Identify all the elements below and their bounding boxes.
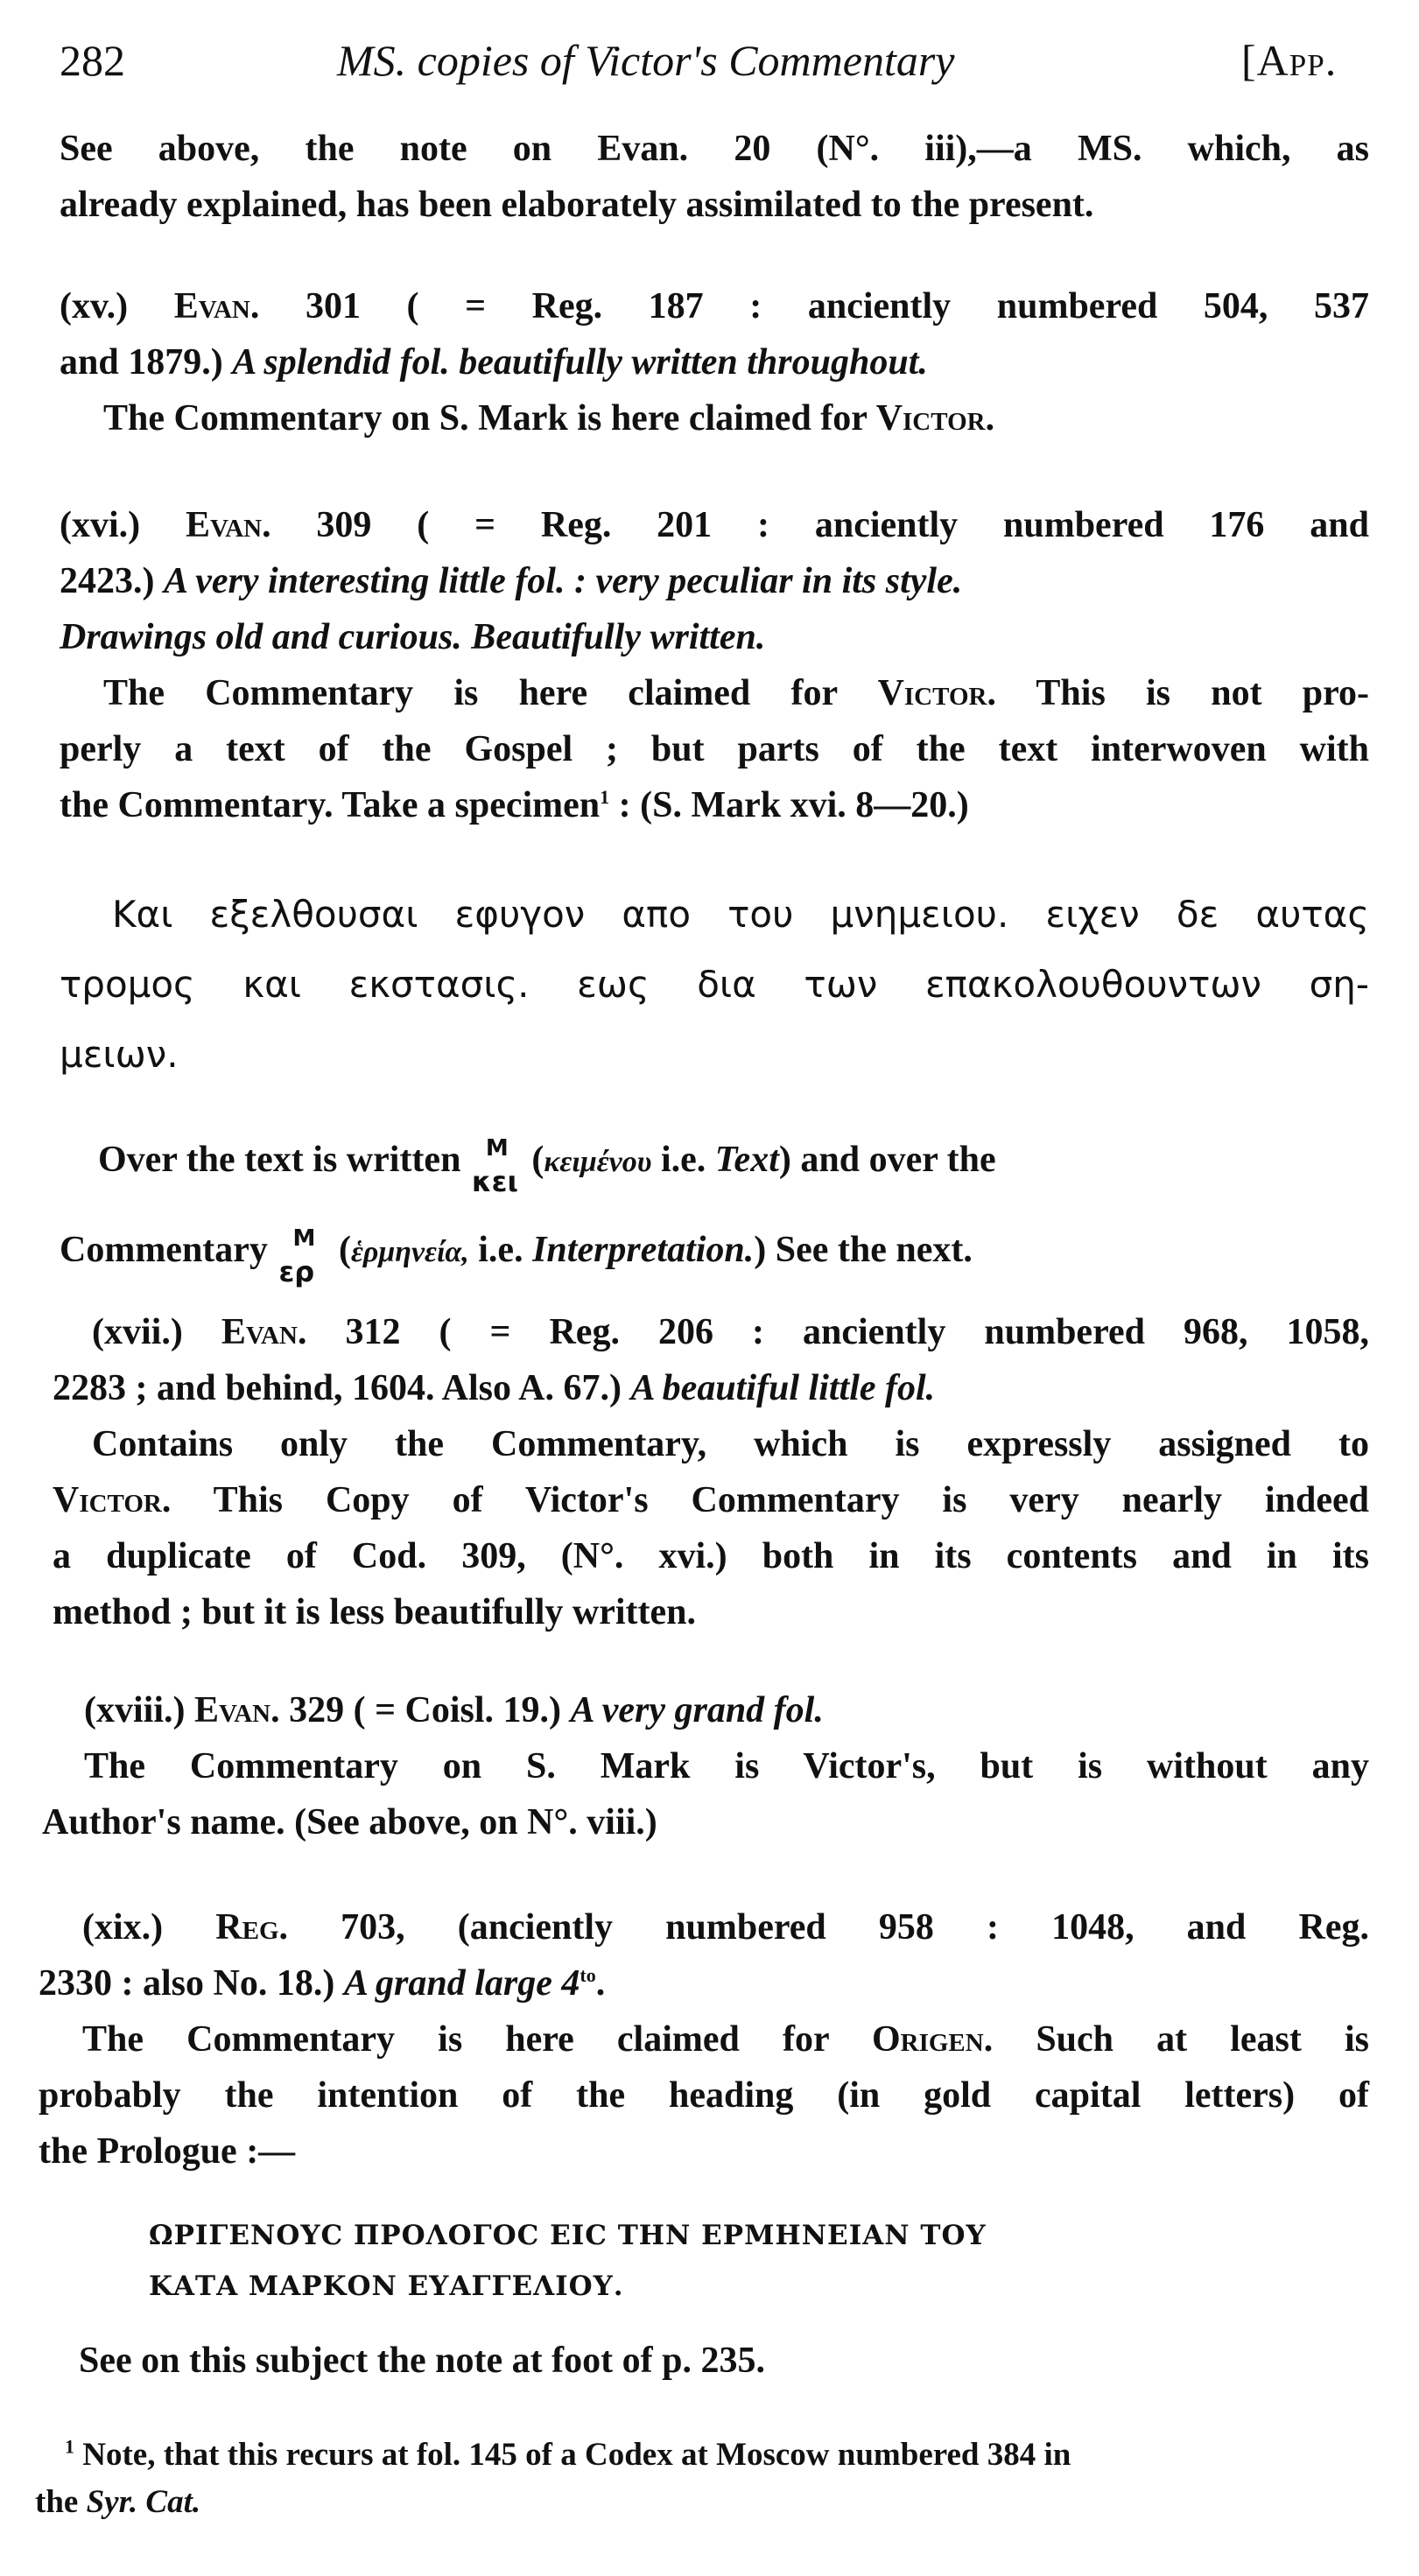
entry-heading: (xv.) Evan. 301 ( = Reg. 187 : anciently numbered 504, 537 [60, 286, 1369, 326]
greek-caps-line: ΚΑΤΑ ΜΑΡΚΟΝ ΕΥΑΓΓΕΛΙΟΥ. [149, 2271, 624, 2302]
prologue-heading [149, 2210, 1287, 2312]
intro-paragraph [60, 121, 1369, 233]
entry-xviii [42, 1682, 1369, 1850]
footnote [35, 2432, 1369, 2526]
footnote-marker: 1 [600, 786, 610, 808]
text-line: 2330 : also No. 18.) A grand large $4^{to}$. [39, 1963, 606, 2004]
marks-paragraph [60, 1116, 1369, 1296]
entry-heading: (xix.) Reg. 703, (anciently numbered 958 : 1048, and Reg. [82, 1907, 1369, 1948]
greek-caps-line: ΩΡΙΓΕΝΟΥϹ ΠΡΟΛΟΓΟϹ ΕΙϹ ΤΗΝ ΕΡΜΗΝΕΙΑΝ ΤΟΥ [149, 2220, 987, 2251]
text-line: 2423.) A very interesting little fol. : very peculiar in its style. [60, 561, 963, 601]
text-line: Drawings old and curious. Beautifully written. [60, 617, 766, 657]
commentary-abbreviation-mark: M ερ [278, 1225, 316, 1288]
text-line: probably the intention of the heading (in gold capital letters) of [39, 2075, 1369, 2116]
footnote-number: 1 [65, 2435, 74, 2458]
greek-line: τρομος και εκστασις. εως δια των επακολουθουντων ση- [60, 963, 1369, 1006]
text-line: the Commentary. Take a specimen$^1$ : (S. Mark xvi. 8—20.) [60, 785, 969, 825]
text-line: Victor. This Copy of Victor's Commentary is very nearly indeed [53, 1480, 1369, 1520]
text-line: The Commentary is here claimed for Origen. Such at least is [82, 2019, 1370, 2060]
entry-heading: (xvii.) Evan. 312 ( = Reg. 206 : anciently numbered 968, 1058, [92, 1312, 1369, 1352]
greek-line: μειων. [60, 1033, 179, 1076]
text-line: perly a text of the Gospel ; but parts of the text interwoven with [60, 729, 1369, 769]
text-line: and 1879.) A splendid fol. beautifully written throughout. [60, 342, 928, 383]
text-line: Author's name. (See above, on N°. viii.) [42, 1802, 657, 1843]
text-line: Contains only the Commentary, which is expressly assigned to [92, 1424, 1369, 1464]
text-line: The Commentary on S. Mark is here claimed for Victor. [103, 398, 995, 439]
text-line: The Commentary is here claimed for Victor. This is not pro- [103, 673, 1369, 713]
text-abbreviation-mark: M κει [471, 1135, 518, 1198]
entry-xvi [60, 497, 1369, 833]
text-line: already explained, has been elaborately assimilated to the present. [60, 185, 1094, 225]
running-title: MS. copies of Victor's Commentary [337, 36, 955, 85]
entry-xvii [53, 1304, 1369, 1640]
closing-line: See on this subject the note at foot of p. 235. [79, 2341, 765, 2381]
text-line: 2283 ; and behind, 1604. Also A. 67.) A beautiful little fol. [53, 1368, 936, 1408]
text-line: the Prologue :— [39, 2131, 296, 2172]
text-line: Commentary M ερ (ἑρμηνεία, i.e. Interpretation.) See the next. [60, 1225, 973, 1288]
entry-heading: (xvi.) Evan. 309 ( = Reg. 201 : anciently numbered 176 and [60, 505, 1369, 545]
text-line: Over the text is written M κει (κειμένου i.e. Text) and over the [98, 1135, 996, 1198]
text-line: a duplicate of Cod. 309, (N°. xvi.) both in its contents and in its [53, 1536, 1369, 1576]
entry-heading: (xviii.) Evan. 329 ( = Coisl. 19.) A very grand fol. [84, 1690, 824, 1730]
footnote-line: $^1$ Note, that this recurs at fol. 145 of a Codex at Moscow numbered 384 in [65, 2435, 1071, 2473]
greek-specimen [60, 880, 1369, 1090]
entry-xix [39, 1899, 1369, 2179]
text-line: The Commentary on S. Mark is Victor's, but is without any [84, 1746, 1369, 1786]
text-line: See above, the note on Evan. 20 (N°. iii),—a MS. which, as [60, 129, 1369, 169]
section-mark: [App. [1241, 36, 1338, 85]
page-number: 282 [60, 36, 125, 85]
greek-line: Και εξελθουσαι εφυγον απο του μνημειου. ειχεν δε αυτας [112, 893, 1369, 936]
footnote-line: the Syr. Cat. [35, 2484, 201, 2520]
text-line: method ; but it is less beautifully written. [53, 1592, 696, 1632]
entry-xv [60, 278, 1369, 446]
